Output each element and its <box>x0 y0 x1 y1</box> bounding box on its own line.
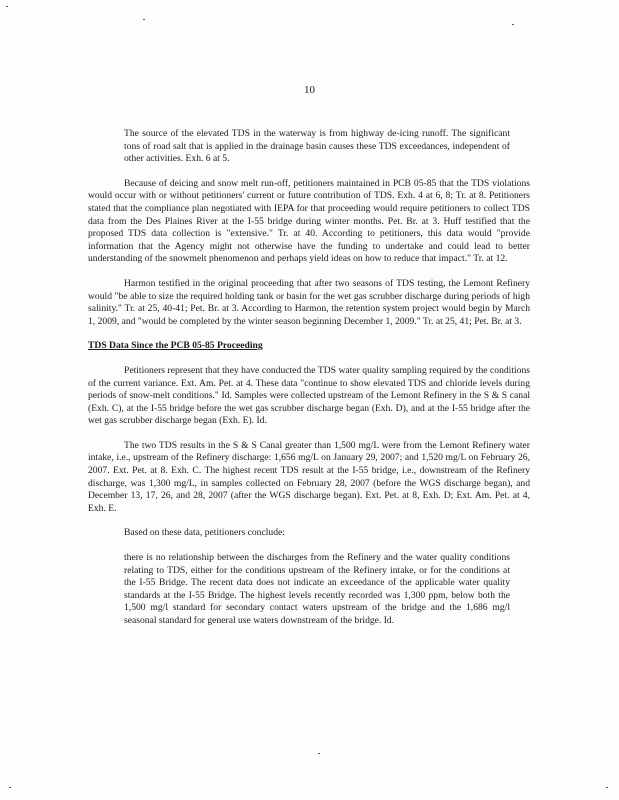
section-heading: TDS Data Since the PCB 05-85 Proceeding <box>88 340 263 352</box>
paragraph-2: Harmon testified in the original proceeding that after two seasons of TDS testing, the Lemont Refinery would "be able to size the required holding tank or basin for the wet gas scrubber discharge during periods of high salinity." Tr. at 25, 40-41; Pet. Br. at 3. According to Harmon, the retention system project would begin by March 1, 2009, and "would be completed by the winter season beginning December 1, 2009." Tr. at 25, 41; Pet. Br. at 3. <box>88 277 530 327</box>
paragraph-3: Petitioners represent that they have conducted the TDS water quality sampling required by the conditions of the current variance. Ext. Am. Pet. at 4. These data "continue to show elevated TDS and chloride levels during periods of snow-melt conditions." Id. Samples were collected upstream of the Lemont Refinery in the S & S canal (Exh. C), at the I-55 bridge before the wet gas scrubber discharge began (Exh. D), and at the I-55 bridge after the wet gas scrubber discharge began (Exh. E). Id. <box>88 364 530 427</box>
scan-speck <box>606 787 608 788</box>
document-body <box>88 128 530 640</box>
scan-speck <box>512 24 514 25</box>
scan-speck <box>318 753 320 754</box>
scan-speck <box>6 6 8 7</box>
block-quote-top: The source of the elevated TDS in the waterway is from highway de-icing runoff. The significant tons of road salt that is applied in the drainage basin causes these TDS exceedances, independent of other activities. Exh. 6 at 5. <box>124 128 510 165</box>
block-quote-bottom: there is no relationship between the discharges from the Refinery and the water quality conditions relating to TDS, either for the conditions upstream of the Refinery intake, or for the conditions at the I-55 Bridge. The recent data does not indicate an exceedance of the applicable water quality standards at the I-55 Bridge. The highest levels recently recorded was 1,300 ppm, below both the 1,500 mg/l standard for secondary contact waters upstream of the bridge and the 1,686 mg/l seasonal standard for general use waters downstream of the bridge. Id. <box>124 552 510 626</box>
paragraph-4: The two TDS results in the S & S Canal greater than 1,500 mg/L were from the Lemont Refinery water intake, i.e., upstream of the Refinery discharge: 1,656 mg/L on January 29, 2007; and 1,520 mg/L on February 26, 2007. Ext. Pet. at 8. Exh. C. The highest recent TDS result at the I-55 bridge, i.e., downstream of the Refinery discharge, was 1,300 mg/L, in samples collected on February 28, 2007 (before the WGS discharge began), and December 13, 17, 26, and 28, 2007 (after the WGS discharge began). Ext. Pet. at 8, Exh. D; Ext. Am. Pet. at 4, Exh. E. <box>88 439 530 514</box>
paragraph-1: Because of deicing and snow melt run-off, petitioners maintained in PCB 05-85 that the TDS violations would occur with or without petitioners' current or future contribution of TDS. Exh. 4 at 6, 8; Tr. at 8. Petitioners stated that the compliance plan negotiated with IEPA for that proceeding would require petitioners to collect TDS data from the Des Plaines River at the I-55 bridge during winter months. Pet. Br. at 3. Huff testified that the proposed TDS data collection is "extensive." Tr. at 40. According to petitioners, this data would "provide information that the Agency might not otherwise have the funding to undertake and could lead to better understanding of the snowmelt phenomenon and perhaps yield ideas on how to reduce that impact." Tr. at 12. <box>88 177 530 265</box>
scan-speck <box>9 787 11 788</box>
page-number: 10 <box>304 84 315 96</box>
paragraph-5: Based on these data, petitioners conclude: <box>124 527 285 539</box>
scan-speck <box>143 19 145 20</box>
